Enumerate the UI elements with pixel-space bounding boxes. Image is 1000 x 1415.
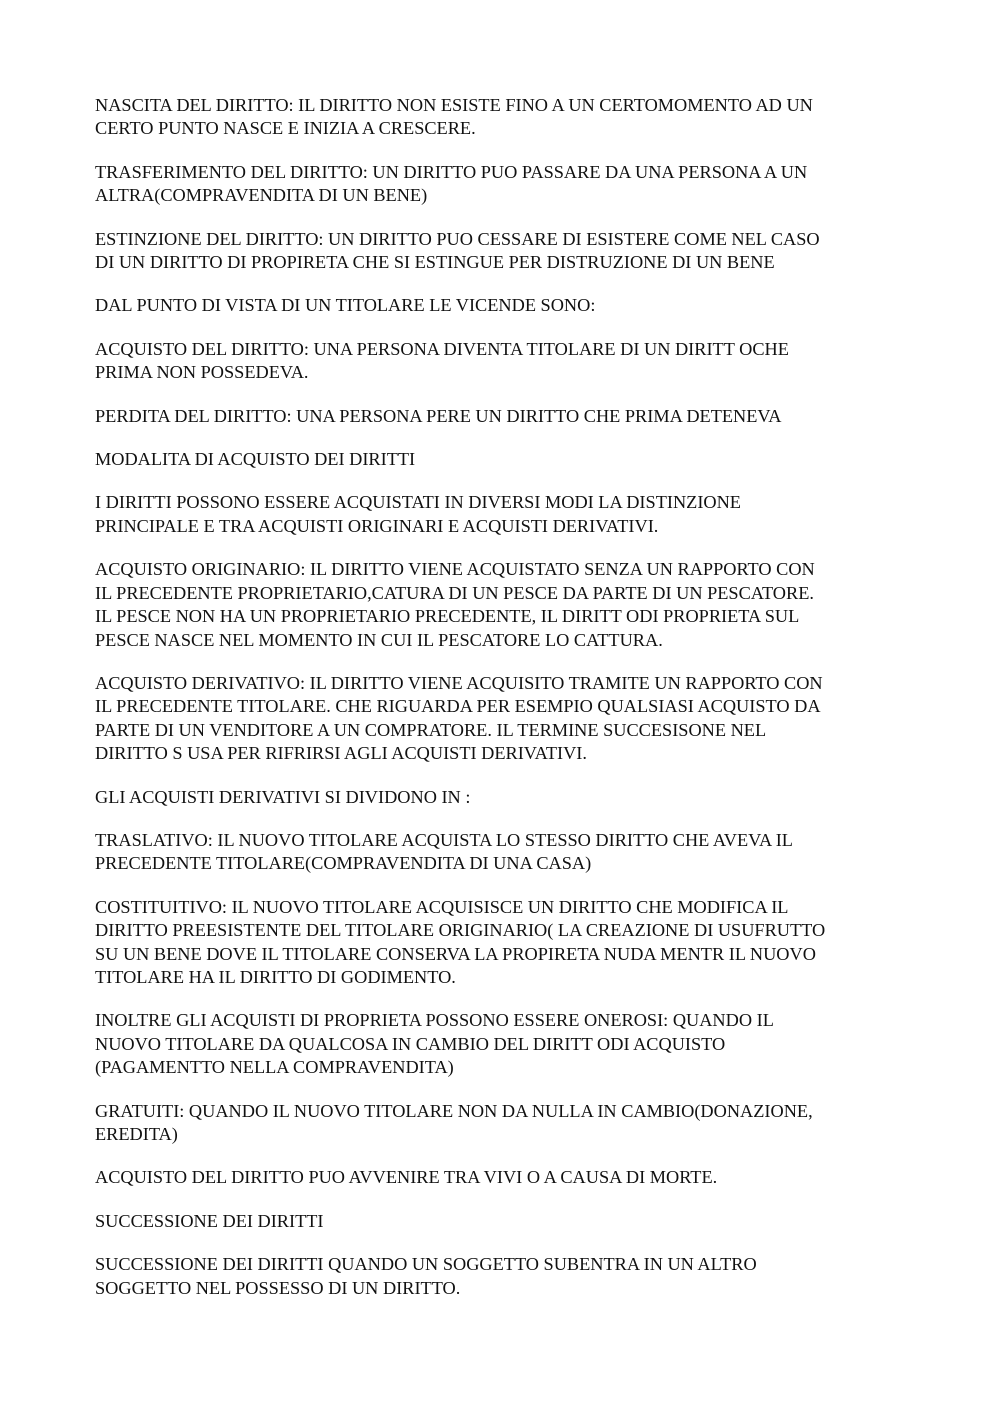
- paragraph: [95, 1009, 910, 1079]
- text-line: SOGGETTO NEL POSSESSO DI UN DIRITTO.: [95, 1277, 461, 1298]
- paragraph: [95, 1210, 910, 1233]
- text-line: SUCCESSIONE DEI DIRITTI: [95, 1210, 324, 1231]
- paragraph: [95, 338, 910, 385]
- text-line: PRIMA NON POSSEDEVA.: [95, 362, 309, 383]
- text-line: PESCE NASCE NEL MOMENTO IN CUI IL PESCATORE LO CATTURA.: [95, 629, 663, 650]
- text-line: CERTO PUNTO NASCE E INIZIA A CRESCERE.: [95, 118, 476, 139]
- document-page: [95, 94, 910, 1320]
- text-line: DI UN DIRITTO DI PROPIRETA CHE SI ESTINGUE PER DISTRUZIONE DI UN BENE: [95, 252, 775, 273]
- text-line: TITOLARE HA IL DIRITTO DI GODIMENTO.: [95, 966, 456, 987]
- paragraph: [95, 161, 910, 208]
- text-line: DIRITTO S USA PER RIFRIRSI AGLI ACQUISTI DERIVATIVI.: [95, 743, 587, 764]
- text-line: ACQUISTO DEL DIRITTO: UNA PERSONA DIVENTA TITOLARE DI UN DIRITT OCHE: [95, 338, 789, 359]
- paragraph: [95, 448, 910, 471]
- paragraph: [95, 491, 910, 538]
- text-line: MODALITA DI ACQUISTO DEI DIRITTI: [95, 449, 416, 470]
- text-line: EREDITA): [95, 1124, 178, 1144]
- text-line: ACQUISTO DERIVATIVO: IL DIRITTO VIENE ACQUISITO TRAMITE UN RAPPORTO CON: [95, 672, 823, 693]
- text-line: GRATUITI: QUANDO IL NUOVO TITOLARE NON DA NULLA IN CAMBIO(DONAZIONE,: [95, 1100, 813, 1121]
- text-line: DAL PUNTO DI VISTA DI UN TITOLARE LE VICENDE SONO:: [95, 295, 596, 316]
- text-line: SUCCESSIONE DEI DIRITTI QUANDO UN SOGGETTO SUBENTRA IN UN ALTRO: [95, 1254, 757, 1275]
- text-line: GLI ACQUISTI DERIVATIVI SI DIVIDONO IN :: [95, 786, 471, 807]
- text-line: PARTE DI UN VENDITORE A UN COMPRATORE. IL TERMINE SUCCESISONE NEL: [95, 719, 767, 740]
- text-line: NUOVO TITOLARE DA QUALCOSA IN CAMBIO DEL DIRITT ODI ACQUISTO: [95, 1033, 726, 1054]
- paragraph: [95, 672, 910, 766]
- text-line: SU UN BENE DOVE IL TITOLARE CONSERVA LA PROPIRETA NUDA MENTR IL NUOVO: [95, 943, 816, 964]
- text-line: ACQUISTO DEL DIRITTO PUO AVVENIRE TRA VIVI O A CAUSA DI MORTE.: [95, 1167, 718, 1188]
- text-line: PRINCIPALE E TRA ACQUISTI ORIGINARI E ACQUISTI DERIVATIVI.: [95, 515, 659, 536]
- text-line: ESTINZIONE DEL DIRITTO: UN DIRITTO PUO CESSARE DI ESISTERE COME NEL CASO: [95, 228, 820, 249]
- text-line: ACQUISTO ORIGINARIO: IL DIRITTO VIENE ACQUISTATO SENZA UN RAPPORTO CON: [95, 559, 815, 580]
- paragraph: [95, 786, 910, 809]
- paragraph: [95, 228, 910, 275]
- paragraph: [95, 294, 910, 317]
- text-line: IL PRECEDENTE TITOLARE. CHE RIGUARDA PER ESEMPIO QUALSIASI ACQUISTO DA: [95, 696, 821, 717]
- paragraph: [95, 896, 910, 990]
- text-line: INOLTRE GLI ACQUISTI DI PROPRIETA POSSONO ESSERE ONEROSI: QUANDO IL: [95, 1010, 774, 1031]
- text-line: TRASFERIMENTO DEL DIRITTO: UN DIRITTO PUO PASSARE DA UNA PERSONA A UN: [95, 161, 808, 182]
- paragraph: [95, 1253, 910, 1300]
- text-line: DIRITTO PREESISTENTE DEL TITOLARE ORIGINARIO( LA CREAZIONE DI USUFRUTTO: [95, 920, 826, 941]
- text-line: PERDITA DEL DIRITTO: UNA PERSONA PERE UN DIRITTO CHE PRIMA DETENEVA: [95, 405, 782, 426]
- text-line: PRECEDENTE TITOLARE(COMPRAVENDITA DI UNA CASA): [95, 853, 592, 874]
- text-line: NASCITA DEL DIRITTO: IL DIRITTO NON ESISTE FINO A UN CERTOMOMENTO AD UN: [95, 95, 813, 115]
- paragraph: [95, 1166, 910, 1189]
- text-line: TRASLATIVO: IL NUOVO TITOLARE ACQUISTA LO STESSO DIRITTO CHE AVEVA IL: [95, 829, 793, 850]
- paragraph: [95, 94, 910, 141]
- text-line: (PAGAMENTTO NELLA COMPRAVENDITA): [95, 1057, 454, 1078]
- paragraph: [95, 558, 910, 652]
- paragraph: [95, 829, 910, 876]
- text-line: IL PRECEDENTE PROPRIETARIO,CATURA DI UN PESCE DA PARTE DI UN PESCATORE.: [95, 582, 814, 603]
- text-line: ALTRA(COMPRAVENDITA DI UN BENE): [95, 185, 428, 206]
- text-line: IL PESCE NON HA UN PROPRIETARIO PRECEDENTE, IL DIRITT ODI PROPRIETA SUL: [95, 606, 800, 627]
- text-line: I DIRITTI POSSONO ESSERE ACQUISTATI IN DIVERSI MODI LA DISTINZIONE: [95, 492, 741, 513]
- text-line: COSTITUITIVO: IL NUOVO TITOLARE ACQUISISCE UN DIRITTO CHE MODIFICA IL: [95, 896, 789, 917]
- paragraph: [95, 1100, 910, 1147]
- paragraph: [95, 405, 910, 428]
